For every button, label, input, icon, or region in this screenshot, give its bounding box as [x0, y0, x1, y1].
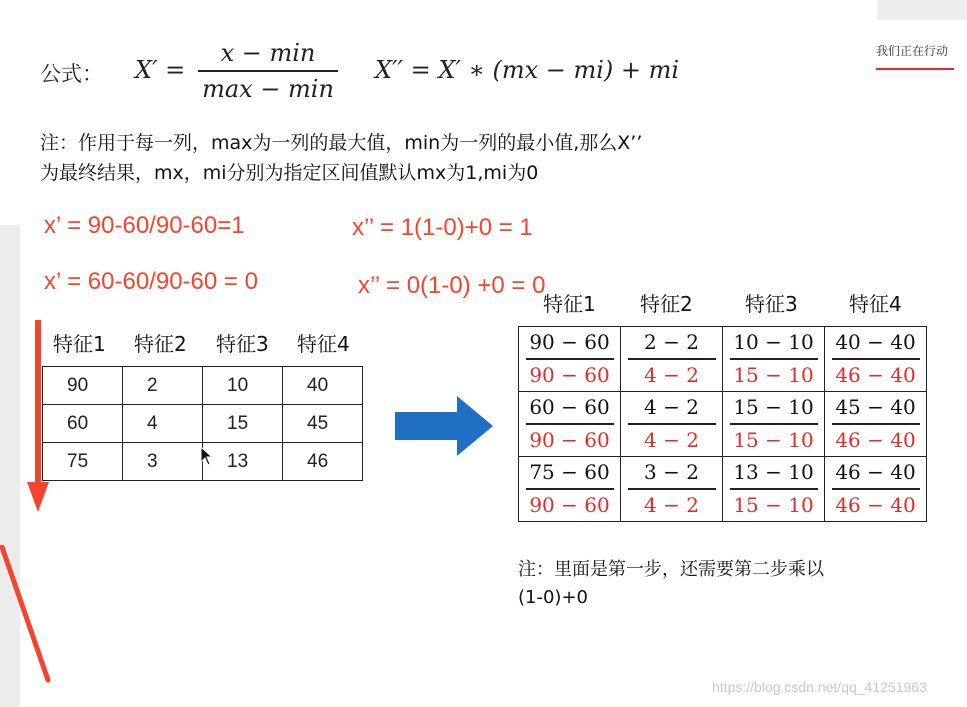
formula1-lhs: X′ =: [135, 56, 186, 84]
formula2: X′′ = X′ ∗ (mx − mi) + mi: [375, 56, 680, 84]
fraction-bar: [628, 358, 716, 360]
left-header-1: 特征1: [53, 332, 106, 356]
formula-label: 公式：: [40, 62, 103, 86]
right-header-3: 特征3: [745, 292, 798, 316]
fraction-cell: [519, 327, 621, 392]
right-header-1: 特征1: [543, 292, 596, 316]
fraction-bar: [730, 423, 818, 425]
fraction-bar: [832, 423, 920, 425]
cell-denominator: 46 − 40: [835, 362, 916, 387]
fraction-cell: [621, 457, 723, 522]
cell-numerator: 40 − 40: [835, 330, 916, 355]
fraction-cell: [519, 392, 621, 457]
corner-tab-underline: [876, 68, 954, 70]
cell-denominator: 4 − 2: [644, 362, 699, 387]
cell-denominator: 4 − 2: [644, 492, 699, 517]
table-row: [519, 392, 927, 457]
table-cell: 2: [123, 367, 203, 405]
corner-tab-label: 我们正在行动: [876, 44, 949, 58]
table-row: [43, 367, 363, 405]
cell-denominator: 15 − 10: [733, 427, 814, 452]
cell-denominator: 15 − 10: [733, 492, 814, 517]
left-header-3: 特征3: [216, 332, 269, 356]
note-explanation: [40, 128, 880, 188]
calc-row1-xdoubleprime: x’’ = 1(1-0)+0 = 1: [352, 214, 533, 241]
fraction-cell: [723, 457, 825, 522]
cursor-icon: [200, 446, 214, 466]
fraction-bar: [730, 488, 818, 490]
fraction-bar: [832, 488, 920, 490]
left-header-4: 特征4: [297, 332, 350, 356]
fraction-cell: [825, 327, 927, 392]
calc-row1-xprime: x’ = 90-60/90-60=1: [44, 212, 245, 239]
fraction-bar: [526, 423, 614, 425]
fraction-cell: [621, 327, 723, 392]
note2-line-2: (1-0)+0: [518, 587, 588, 608]
fraction-cell: [519, 457, 621, 522]
top-right-toolbar: [877, 0, 967, 20]
cell-denominator: 90 − 60: [529, 427, 610, 452]
table-row: [519, 327, 927, 392]
calc-row2-xdoubleprime: x’’ = 0(1-0) +0 = 0: [358, 272, 546, 299]
fraction-bar: [198, 70, 338, 72]
cell-numerator: 13 − 10: [733, 460, 814, 485]
cell-denominator: 90 − 60: [529, 362, 610, 387]
fraction-bar: [730, 358, 818, 360]
fraction-cell: [621, 392, 723, 457]
table-row: [43, 405, 363, 443]
cell-numerator: 15 − 10: [733, 395, 814, 420]
table-cell: 90: [43, 367, 123, 405]
formula1-fraction: [198, 38, 338, 104]
calc-row2-xprime: x’ = 60-60/90-60 = 0: [44, 268, 258, 295]
fraction-bar: [832, 358, 920, 360]
cell-numerator: 3 − 2: [644, 460, 699, 485]
formula1-numerator: x − min: [220, 39, 316, 67]
right-fraction-table: [518, 326, 927, 522]
cell-denominator: 90 − 60: [529, 492, 610, 517]
table-row: [519, 457, 927, 522]
table-cell: 60: [43, 405, 123, 443]
table-cell: 4: [123, 405, 203, 443]
fraction-bar: [526, 488, 614, 490]
table-cell: 10: [203, 367, 283, 405]
fraction-cell: [723, 327, 825, 392]
cell-denominator: 46 − 40: [835, 492, 916, 517]
watermark: https://blog.csdn.net/qq_41251963: [712, 679, 927, 695]
table-cell: 3: [123, 443, 203, 481]
fraction-cell: [825, 392, 927, 457]
fraction-bar: [628, 423, 716, 425]
cell-numerator: 10 − 10: [733, 330, 814, 355]
cell-denominator: 46 − 40: [835, 427, 916, 452]
table-cell: 40: [283, 367, 363, 405]
note-line-1: 注：作用于每一列，max为一列的最大值，min为一列的最小值,那么X’’: [40, 132, 643, 154]
fraction-bar: [628, 488, 716, 490]
left-header-2: 特征2: [134, 332, 187, 356]
formula1-denominator: max − min: [202, 75, 334, 103]
fraction-bar: [526, 358, 614, 360]
note2-line-1: 注：里面是第一步，还需要第二步乘以: [518, 559, 824, 580]
right-header-2: 特征2: [640, 292, 693, 316]
corner-tab[interactable]: [876, 42, 958, 74]
cell-denominator: 15 − 10: [733, 362, 814, 387]
cell-denominator: 4 − 2: [644, 427, 699, 452]
cell-numerator: 2 − 2: [644, 330, 699, 355]
table-cell: 46: [283, 443, 363, 481]
table-cell: 13: [203, 443, 283, 481]
red-annotation-stroke: [0, 545, 60, 685]
cell-numerator: 75 − 60: [529, 460, 610, 485]
right-header-4: 特征4: [849, 292, 902, 316]
cell-numerator: 46 − 40: [835, 460, 916, 485]
cell-numerator: 4 − 2: [644, 395, 699, 420]
note-line-2: 为最终结果，mx，mi分别为指定区间值默认mx为1,mi为0: [40, 162, 539, 184]
table-cell: 15: [203, 405, 283, 443]
red-down-arrow-icon: [27, 320, 49, 512]
fraction-cell: [825, 457, 927, 522]
cell-numerator: 45 − 40: [835, 395, 916, 420]
table-cell: 75: [43, 443, 123, 481]
note-second-step: [518, 556, 938, 612]
fraction-cell: [723, 392, 825, 457]
blue-right-arrow-icon: [395, 396, 493, 456]
cell-numerator: 60 − 60: [529, 395, 610, 420]
table-cell: 45: [283, 405, 363, 443]
cell-numerator: 90 − 60: [529, 330, 610, 355]
